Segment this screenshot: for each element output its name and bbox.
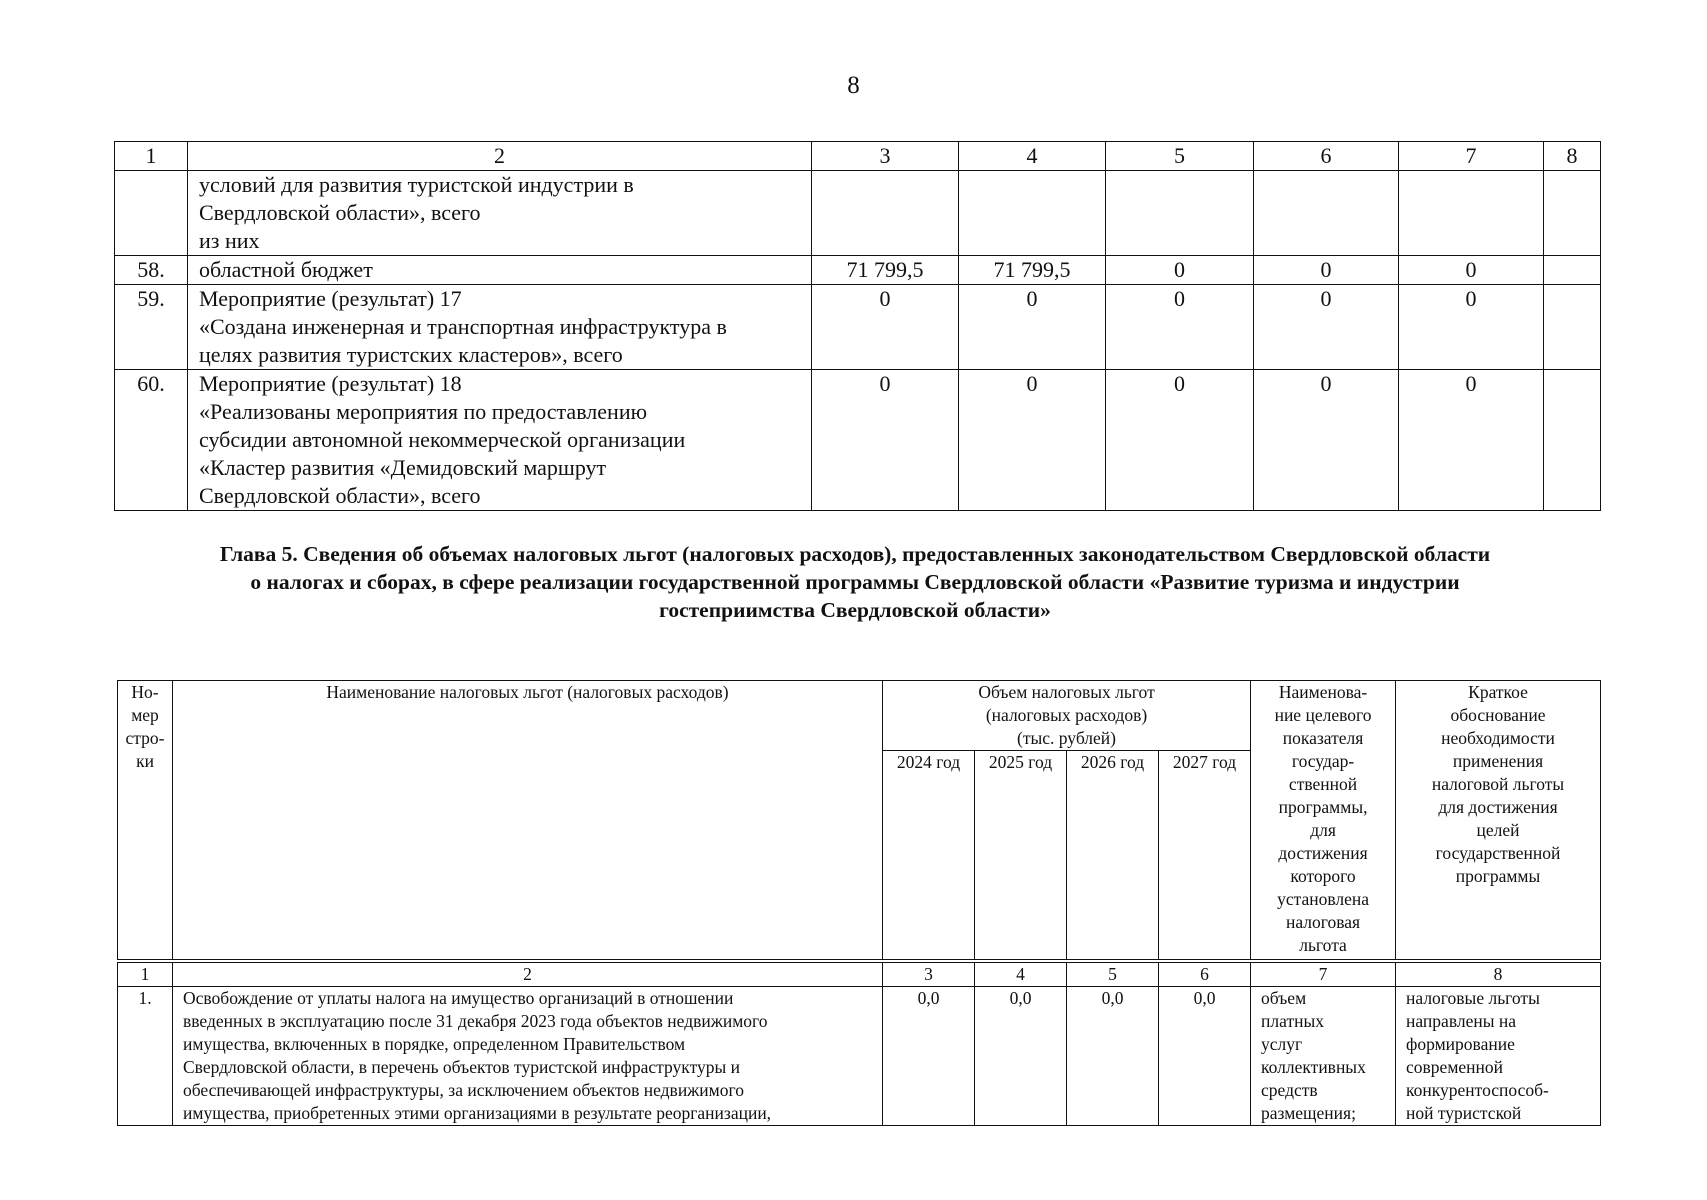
- value-cell: 0: [812, 285, 959, 370]
- row-number: 1.: [118, 987, 173, 1126]
- text-line: имущества, включенных в порядке, определенном Правительством: [183, 1034, 686, 1054]
- value-cell: [1106, 171, 1254, 256]
- text-line: обеспечивающей инфраструктуры, за исключением объектов недвижимого: [183, 1080, 744, 1100]
- tax-benefits-table: [117, 680, 1601, 1126]
- table-row: [115, 285, 1601, 370]
- column-number: 4: [959, 142, 1106, 171]
- text-line: Свердловской области», всего: [199, 200, 481, 225]
- year-header: 2024 год: [883, 751, 975, 960]
- table-row: [115, 256, 1601, 285]
- page-number: 8: [847, 72, 860, 99]
- volume-header: Объем налоговых льгот (налоговых расходов) (тыс. рублей): [883, 681, 1251, 751]
- text-line: областной бюджет: [199, 257, 373, 282]
- value-cell: 71 799,5: [812, 256, 959, 285]
- benefit-name: [173, 987, 883, 1126]
- value-cell: [959, 171, 1106, 256]
- value-cell: 0: [959, 285, 1106, 370]
- text-line: Мероприятие (результат) 17: [199, 286, 462, 311]
- value-cell: 0: [1399, 370, 1544, 511]
- text-line: из них: [199, 228, 260, 253]
- justification-header: Краткое обоснование необходимости применения налоговой льготы для достижения целей государственной программы: [1396, 681, 1601, 960]
- value-cell: 0: [812, 370, 959, 511]
- value-cell: [1399, 171, 1544, 256]
- value-cell: [1254, 171, 1399, 256]
- value-cell: 0: [1254, 256, 1399, 285]
- value-cell: 0,0: [1067, 987, 1159, 1126]
- funding-table: [114, 141, 1601, 511]
- row-description: [188, 285, 812, 370]
- value-cell: 0,0: [1159, 987, 1251, 1126]
- column-number: 6: [1254, 142, 1399, 171]
- value-cell: 0: [1106, 370, 1254, 511]
- row-description: [188, 370, 812, 511]
- column-number: 3: [883, 963, 975, 987]
- table-row: [115, 370, 1601, 511]
- value-cell: 0: [1106, 256, 1254, 285]
- table-row: [118, 987, 1601, 1126]
- column-number: 7: [1251, 963, 1396, 987]
- row-description: [188, 171, 812, 256]
- text-line: Свердловской области», всего: [199, 483, 481, 508]
- column-number: 3: [812, 142, 959, 171]
- heading-line: гостеприимства Свердловской области»: [659, 598, 1051, 622]
- value-cell: [1544, 171, 1601, 256]
- row-number: 60.: [115, 370, 188, 511]
- value-cell: [1544, 256, 1601, 285]
- heading-line: Глава 5. Сведения об объемах налоговых льгот (налоговых расходов), предоставленных законодательством Свердловской области: [219, 542, 1491, 566]
- numbering-row: [118, 963, 1601, 987]
- indicator-header: Наименова- ние целевого показателя государ- ственной программы, для достижения которого установлена налоговая льгота: [1251, 681, 1396, 960]
- benefit-name-header: Наименование налоговых льгот (налоговых расходов): [173, 681, 883, 960]
- value-cell: [812, 171, 959, 256]
- text-line: введенных в эксплуатацию после 31 декабря 2023 года объектов недвижимого: [183, 1011, 768, 1031]
- table-row: [115, 171, 1601, 256]
- table-header-row: [115, 142, 1601, 171]
- row-description: [188, 256, 812, 285]
- column-number: 5: [1106, 142, 1254, 171]
- year-header: 2026 год: [1067, 751, 1159, 960]
- column-number: 1: [118, 963, 173, 987]
- row-number: 58.: [115, 256, 188, 285]
- column-number: 7: [1399, 142, 1544, 171]
- value-cell: 0,0: [883, 987, 975, 1126]
- year-header: 2027 год: [1159, 751, 1251, 960]
- value-cell: 0: [1254, 285, 1399, 370]
- value-cell: 0: [1254, 370, 1399, 511]
- justification-cell: налоговые льготы направлены на формирование современной конкурентоспособ- ной туристской: [1396, 987, 1601, 1126]
- row-number: [115, 171, 188, 256]
- chapter-heading: [110, 540, 1600, 624]
- value-cell: 0,0: [975, 987, 1067, 1126]
- indicator-cell: объем платных услуг коллективных средств размещения;: [1251, 987, 1396, 1126]
- value-cell: [1544, 370, 1601, 511]
- text-line: Свердловской области, в перечень объектов туристской инфраструктуры и: [183, 1057, 740, 1077]
- table-header-row: [118, 681, 1601, 751]
- value-cell: 0: [1399, 256, 1544, 285]
- row-number-header: Но- мер стро- ки: [118, 681, 173, 960]
- column-number: 5: [1067, 963, 1159, 987]
- value-cell: 0: [1106, 285, 1254, 370]
- text-line: субсидии автономной некоммерческой организации: [199, 427, 686, 452]
- value-cell: [1544, 285, 1601, 370]
- text-line: условий для развития туристской индустрии в: [199, 172, 634, 197]
- column-number: 4: [975, 963, 1067, 987]
- text-line: целях развития туристских кластеров», всего: [199, 342, 623, 367]
- text-line: имущества, приобретенных этими организациями в результате реорганизации,: [183, 1103, 772, 1123]
- text-line: Мероприятие (результат) 18: [199, 371, 462, 396]
- column-number: 2: [188, 142, 812, 171]
- value-cell: 71 799,5: [959, 256, 1106, 285]
- text-line: «Кластер развития «Демидовский маршрут: [199, 455, 607, 480]
- value-cell: 0: [959, 370, 1106, 511]
- value-cell: 0: [1399, 285, 1544, 370]
- text-line: «Реализованы мероприятия по предоставлению: [199, 399, 648, 424]
- text-line: Освобождение от уплаты налога на имущество организаций в отношении: [183, 988, 734, 1008]
- text-line: «Создана инженерная и транспортная инфраструктура в: [199, 314, 727, 339]
- year-header: 2025 год: [975, 751, 1067, 960]
- column-number: 8: [1396, 963, 1601, 987]
- column-number: 6: [1159, 963, 1251, 987]
- row-number: 59.: [115, 285, 188, 370]
- column-number: 1: [115, 142, 188, 171]
- column-number: 8: [1544, 142, 1601, 171]
- column-number: 2: [173, 963, 883, 987]
- heading-line: о налогах и сборах, в сфере реализации государственной программы Свердловской области «Развитие туризма и индустрии: [250, 570, 1460, 594]
